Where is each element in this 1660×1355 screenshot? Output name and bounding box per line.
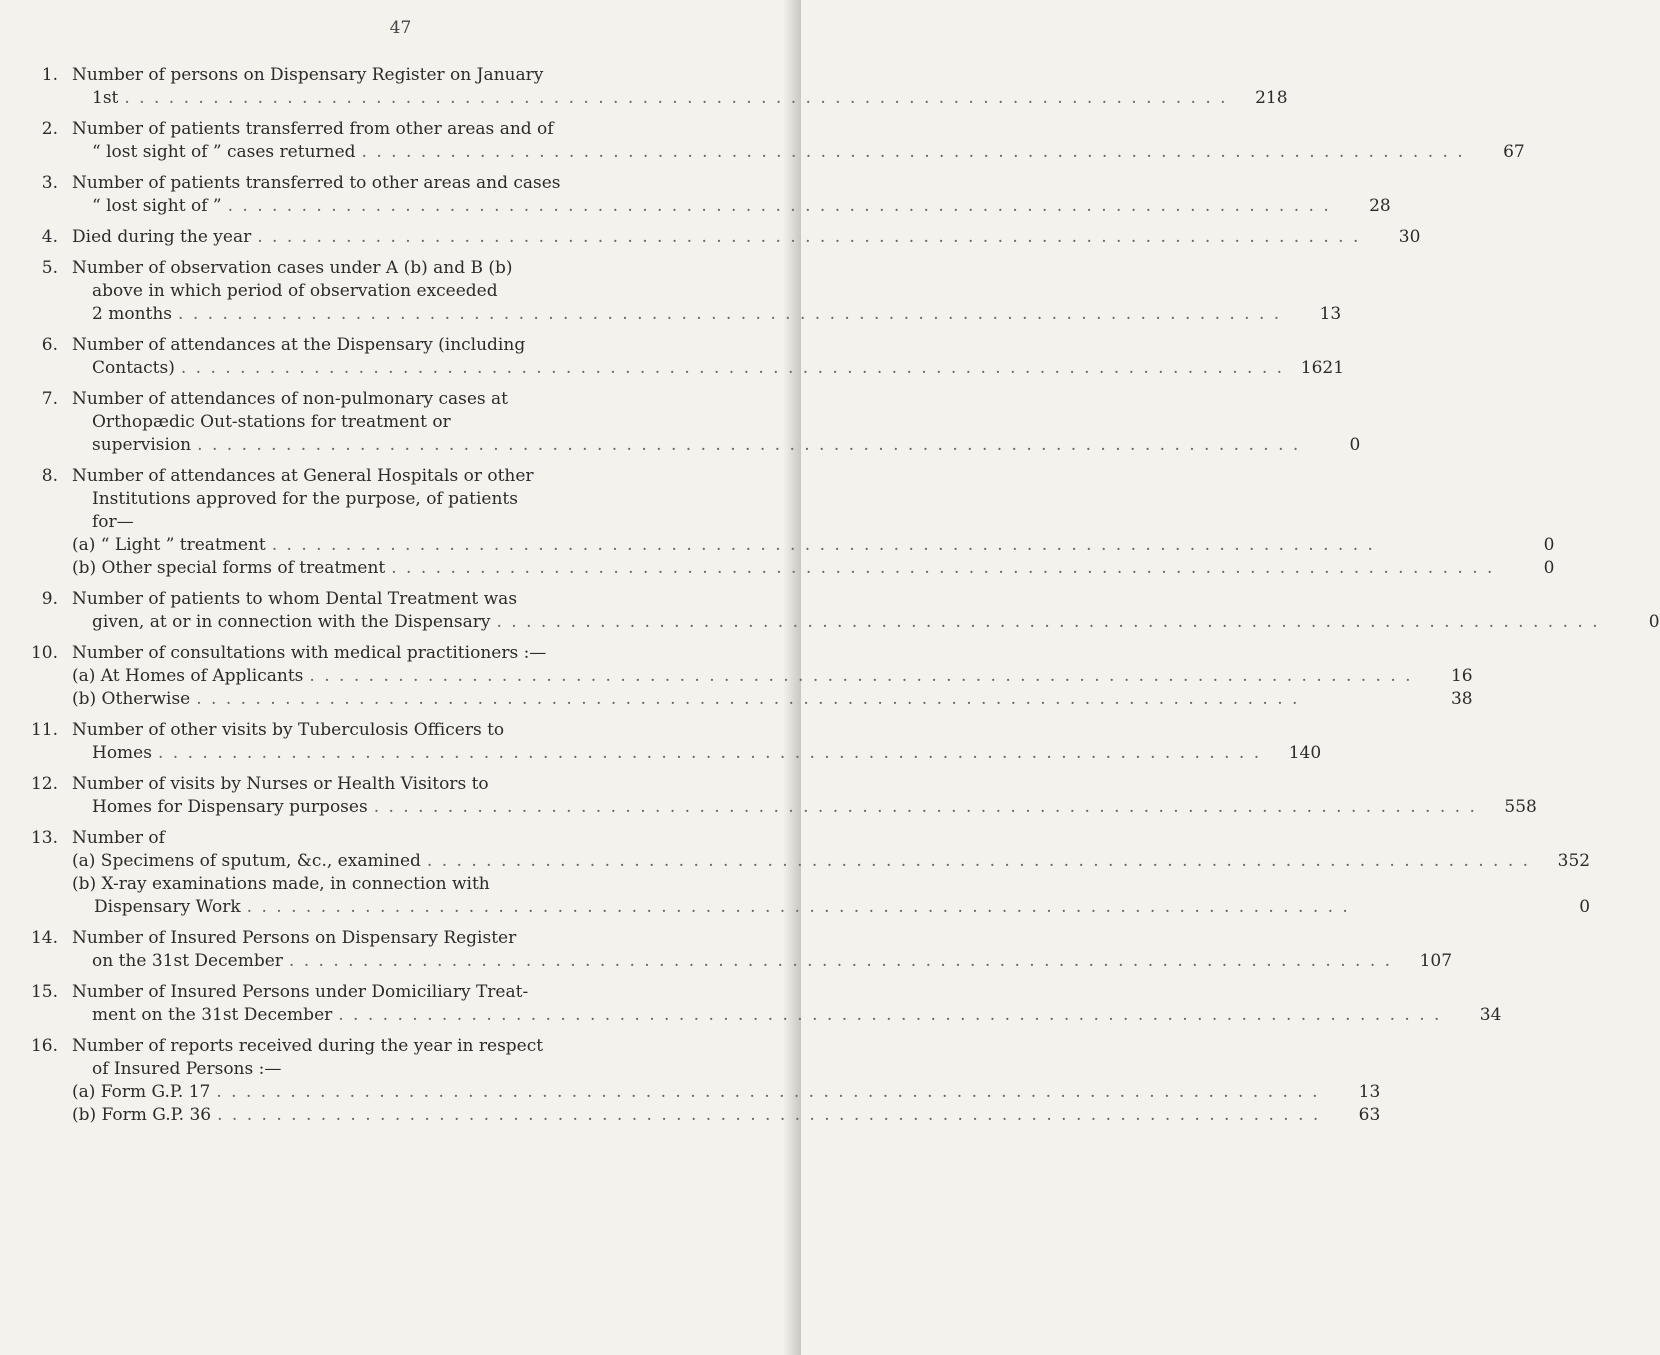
- item-body: [72, 927, 1452, 973]
- list-item: [18, 642, 1473, 711]
- list-item: [18, 465, 1555, 580]
- page-edge-shadow: [783, 0, 801, 1355]
- item-value: 107: [1419, 951, 1453, 971]
- item-body: [72, 388, 1360, 457]
- list-item: [18, 588, 1660, 634]
- leader-dots: [210, 1081, 1326, 1104]
- item-number: 4.: [41, 227, 58, 247]
- leader-dots: [356, 141, 1471, 164]
- sub-item-value: 38: [1450, 689, 1473, 709]
- item-line: [72, 588, 1660, 611]
- item-line: [72, 488, 1554, 511]
- item-number: 5.: [41, 258, 58, 278]
- item-number: 6.: [41, 335, 58, 355]
- item-value: 34: [1479, 1005, 1502, 1025]
- list-item: [18, 1035, 1381, 1127]
- list-item: [18, 927, 1453, 973]
- item-value: 558: [1504, 797, 1537, 817]
- sub-item: [72, 850, 1590, 873]
- sub-item-label: (b) Form G.P. 36: [72, 1105, 212, 1125]
- sub-item: [72, 1104, 1380, 1127]
- list-item: [18, 226, 1421, 249]
- list-item: [18, 719, 1322, 765]
- item-body: [72, 719, 1321, 765]
- item-body: [72, 1035, 1380, 1127]
- item-number: 16.: [30, 1036, 58, 1056]
- item-value: 28: [1369, 196, 1391, 216]
- item-text: Number of consultations with medical practitioners :—: [72, 643, 547, 663]
- leader-dots: [191, 434, 1306, 457]
- statistics-list: [18, 64, 1660, 1135]
- item-text: Orthopædic Out-stations for treatment or: [92, 412, 451, 432]
- leader-dots: [118, 87, 1233, 110]
- item-value: 13: [1319, 304, 1342, 324]
- item-number: 13.: [30, 828, 58, 848]
- item-value: 0: [1648, 612, 1660, 632]
- item-text: Number of patients transferred from other areas and of: [72, 119, 554, 139]
- item-text: Number of Insured Persons under Domiciliary Treat-: [72, 982, 529, 1002]
- sub-item-label: Dispensary Work: [94, 897, 241, 917]
- item-line: [72, 226, 1420, 249]
- item-number: 8.: [41, 466, 58, 486]
- item-text: Number of patients to whom Dental Treatment was: [72, 589, 518, 609]
- leader-dots: [152, 742, 1267, 765]
- item-number: 7.: [41, 389, 58, 409]
- leader-dots: [251, 226, 1366, 249]
- leader-dots: [368, 796, 1483, 819]
- item-line: [72, 827, 1590, 850]
- item-text: Institutions approved for the purpose, of patients: [92, 489, 518, 509]
- leader-dots: [172, 303, 1287, 326]
- list-item: [18, 118, 1525, 164]
- item-value: 1621: [1300, 358, 1345, 378]
- item-value: 140: [1288, 743, 1322, 763]
- item-line: [72, 172, 1391, 195]
- item-line: [72, 465, 1554, 488]
- item-body: [72, 465, 1554, 580]
- item-line: [72, 719, 1321, 742]
- item-body: [72, 334, 1344, 380]
- item-line: [72, 257, 1341, 280]
- item-line: [72, 280, 1341, 303]
- sub-item-label: (a) “ Light ” treatment: [72, 535, 266, 555]
- item-value: 218: [1255, 88, 1288, 108]
- page-number: 47: [389, 18, 412, 38]
- leader-dots: [241, 896, 1536, 919]
- item-text: of Insured Persons :—: [92, 1059, 282, 1079]
- item-number: 10.: [30, 643, 58, 663]
- item-body: [72, 827, 1590, 919]
- item-value: 67: [1503, 142, 1525, 162]
- item-line: [72, 411, 1360, 434]
- leader-dots: [490, 611, 1605, 634]
- leader-dots: [190, 688, 1418, 711]
- list-item: [18, 257, 1342, 326]
- list-item: [18, 334, 1345, 380]
- item-text: Number of other visits by Tuberculosis Officers to: [72, 720, 505, 740]
- item-text: “ lost sight of ” cases returned: [92, 142, 356, 162]
- item-number: 14.: [30, 928, 58, 948]
- item-line: [72, 87, 1288, 110]
- item-text: Number of attendances of non-pulmonary cases at: [72, 389, 509, 409]
- item-line: [72, 950, 1452, 973]
- item-line: [72, 334, 1344, 357]
- list-item: [18, 64, 1288, 110]
- sub-item-label: (b) Other special forms of treatment: [72, 558, 386, 578]
- item-body: [72, 642, 1473, 711]
- sub-item: [72, 665, 1473, 688]
- leader-dots: [283, 950, 1398, 973]
- item-line: [72, 511, 1554, 534]
- sub-item-label: (a) Form G.P. 17: [72, 1082, 211, 1102]
- item-text: for—: [92, 512, 134, 532]
- leader-dots: [385, 557, 1500, 580]
- item-text: Number of attendances at General Hospitals or other: [72, 466, 534, 486]
- item-body: [72, 172, 1391, 218]
- leader-dots: [266, 534, 1501, 557]
- item-number: 1.: [41, 65, 58, 85]
- item-number: 11.: [30, 720, 58, 740]
- item-value: 30: [1398, 227, 1421, 247]
- item-body: [72, 64, 1288, 110]
- item-text: Number of visits by Nurses or Health Visitors to: [72, 774, 489, 794]
- item-text: Number of persons on Dispensary Register on January: [72, 65, 544, 85]
- item-text: Number of attendances at the Dispensary (including: [72, 335, 526, 355]
- leader-dots: [303, 665, 1418, 688]
- item-number: 12.: [30, 774, 58, 794]
- list-item: [18, 388, 1361, 457]
- leader-dots: [175, 357, 1290, 380]
- item-line: [72, 195, 1391, 218]
- item-line: [72, 1035, 1380, 1058]
- sub-item-label: (b) Otherwise: [72, 689, 191, 709]
- item-line: [72, 773, 1537, 796]
- item-text: Contacts): [92, 358, 175, 378]
- item-text: Died during the year: [72, 227, 252, 247]
- item-number: 15.: [30, 982, 58, 1002]
- leader-dots: [421, 850, 1536, 873]
- item-body: [72, 257, 1341, 326]
- sub-item-label: (a) At Homes of Applicants: [72, 666, 304, 686]
- item-line: [72, 742, 1321, 765]
- sub-item: [72, 688, 1473, 711]
- item-text: Homes: [92, 743, 152, 763]
- item-text: given, at or in connection with the Dispensary: [92, 612, 491, 632]
- sub-item-value: 0: [1543, 535, 1555, 555]
- sub-item-label: (b) X-ray examinations made, in connection with: [72, 874, 490, 894]
- item-text: Number of reports received during the year in respect: [72, 1036, 544, 1056]
- item-text: Number of Insured Persons on Dispensary Register: [72, 928, 517, 948]
- item-text: on the 31st December: [92, 951, 283, 971]
- item-text: Number of: [72, 828, 165, 848]
- sub-item: [72, 557, 1554, 580]
- item-text: Number of patients transferred to other areas and cases: [72, 173, 561, 193]
- item-number: 9.: [41, 589, 58, 609]
- item-text: 1st: [92, 88, 119, 108]
- sub-item: [72, 873, 1590, 896]
- item-number: 3.: [41, 173, 58, 193]
- item-text: 2 months: [92, 304, 173, 324]
- item-line: [72, 927, 1452, 950]
- list-item: [18, 773, 1537, 819]
- sub-item: [72, 1081, 1380, 1104]
- sub-item-label: (a) Specimens of sputum, &c., examined: [72, 851, 421, 871]
- leader-dots: [211, 1104, 1326, 1127]
- sub-item-value: 63: [1358, 1105, 1381, 1125]
- leader-dots: [332, 1004, 1447, 1027]
- sub-item-value: 0: [1579, 897, 1591, 917]
- item-value: 0: [1349, 435, 1361, 455]
- list-item: [18, 172, 1391, 218]
- item-text: supervision: [92, 435, 192, 455]
- item-text: above in which period of observation exceeded: [92, 281, 498, 301]
- leader-dots: [222, 195, 1337, 218]
- item-line: [72, 642, 1473, 665]
- sub-item: [72, 534, 1554, 557]
- item-text: Number of observation cases under A (b) and B (b): [72, 258, 513, 278]
- list-item: [18, 981, 1502, 1027]
- item-number: 2.: [41, 119, 58, 139]
- item-line: [72, 357, 1344, 380]
- item-text: Homes for Dispensary purposes: [92, 797, 368, 817]
- item-body: [72, 588, 1660, 634]
- sub-item-value: 13: [1358, 1082, 1381, 1102]
- item-line: [72, 796, 1537, 819]
- item-body: [72, 773, 1537, 819]
- item-line: [72, 303, 1341, 326]
- sub-item: [72, 896, 1590, 919]
- item-line: [72, 64, 1288, 87]
- item-line: [72, 611, 1660, 634]
- list-item: [18, 827, 1591, 919]
- item-line: [72, 434, 1360, 457]
- item-text: “ lost sight of ”: [92, 196, 222, 216]
- item-text: ment on the 31st December: [92, 1005, 333, 1025]
- sub-item-value: 352: [1557, 851, 1591, 871]
- sub-item-value: 0: [1543, 558, 1555, 578]
- sub-item-value: 16: [1450, 666, 1473, 686]
- item-line: [72, 1058, 1380, 1081]
- item-line: [72, 388, 1360, 411]
- item-body: [72, 226, 1420, 249]
